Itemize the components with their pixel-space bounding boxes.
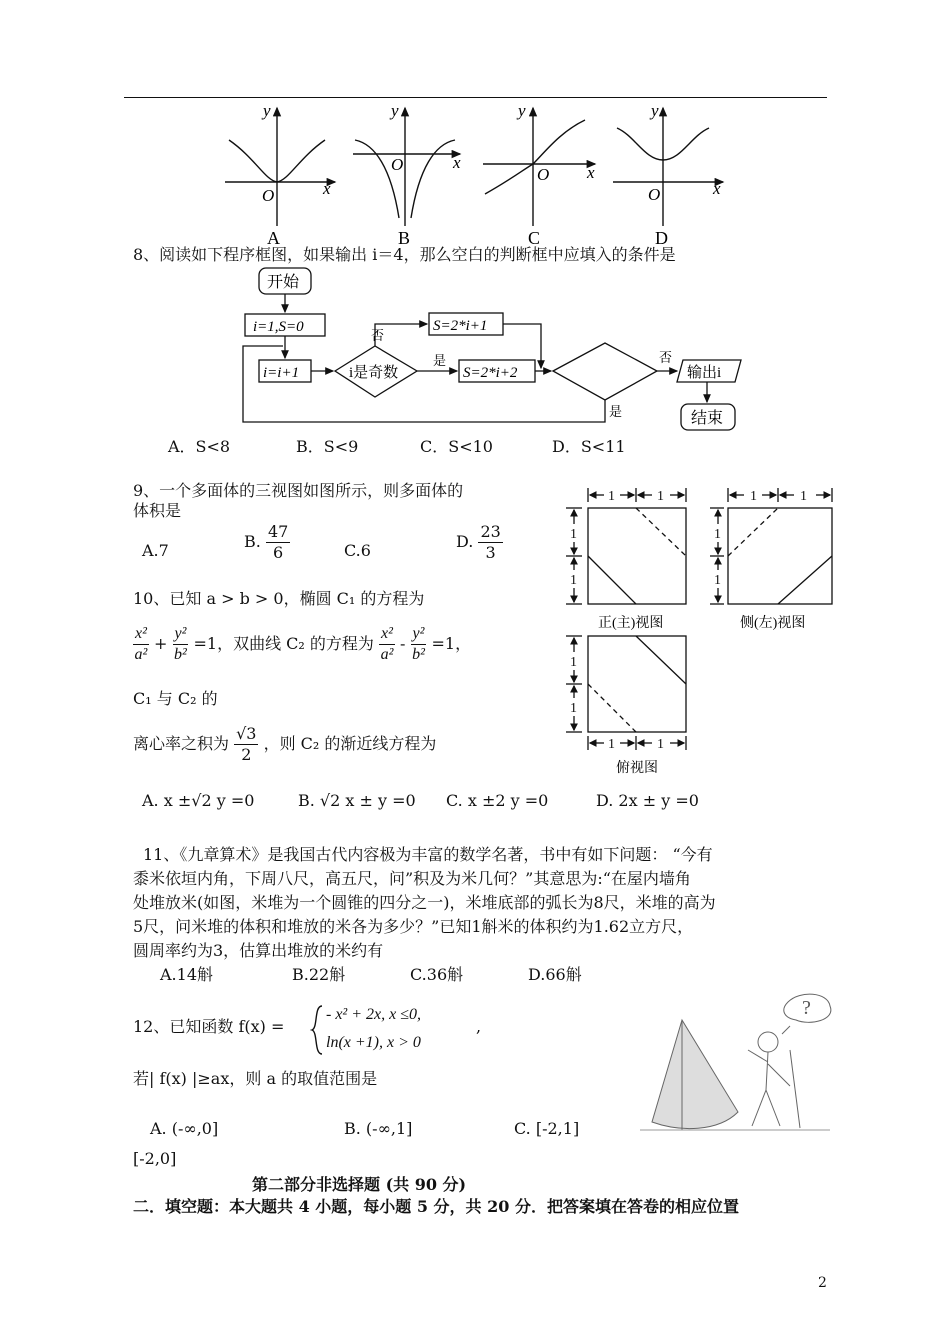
graph-d [613, 108, 723, 226]
svg-text:y: y [651, 101, 659, 120]
svg-text:?: ? [802, 997, 811, 1019]
q8-option-a: A．S<8 [168, 437, 231, 456]
function-graphs [215, 98, 735, 246]
q12-line2: 若| f(x) |≥ax，则 a 的取值范围是 [133, 1069, 378, 1088]
flow-odd: i是奇数 [349, 365, 399, 381]
q12-brace [310, 1004, 324, 1056]
q8-option-c: C．S<10 [420, 437, 493, 456]
q9-stem-line1: 9、一个多面体的三视图如图所示，则多面体的 [133, 481, 464, 500]
flowchart [235, 264, 745, 434]
q11-line5: 圆周率约为3，估算出堆放的米约有 [133, 941, 384, 960]
graph-b-label: B [398, 228, 411, 246]
part2-section: 二．填空题：本大题共 4 小题，每小题 5 分，共 20 分．把答案填在答卷的相应位置 [133, 1197, 739, 1216]
flow-yes-1: 是 [433, 353, 447, 368]
svg-text:1: 1 [714, 527, 721, 542]
q10-option-b: B. √2 x ± y =0 [298, 791, 416, 810]
graph-c-label: C [528, 228, 541, 246]
flow-inc: i=i+1 [263, 365, 300, 381]
q10-option-d: D. 2x ± y =0 [596, 791, 699, 810]
svg-text:x: x [587, 163, 595, 182]
svg-text:1: 1 [657, 489, 664, 504]
svg-text:1: 1 [570, 655, 577, 670]
top-view-label: 俯视图 [616, 761, 658, 776]
q11-line3: 处堆放米(如图，米堆为一个圆锥的四分之一)，米堆底部的弧长为8尺，米堆的高为 [133, 893, 716, 912]
q12-comma: , [476, 1017, 482, 1036]
flow-output: 输出i [687, 365, 722, 381]
svg-text:1: 1 [570, 701, 577, 716]
svg-text:1: 1 [608, 489, 615, 504]
q12-option-b: B. (-∞,1] [344, 1119, 413, 1138]
q12-option-d: [-2,0] [133, 1149, 177, 1168]
q8-option-b: B．S<9 [296, 437, 359, 456]
graph-a-origin: O [262, 186, 275, 205]
three-views-figure [560, 484, 850, 784]
svg-text:1: 1 [714, 573, 721, 588]
q9-option-b: B. $\frac{47}{6}$ [244, 522, 289, 562]
q10-line3: C₁ 与 C₂ 的 [133, 689, 218, 708]
q9-option-a: A.7 [142, 541, 169, 560]
q8-option-d: D．S<11 [552, 437, 626, 456]
flow-s-even: S=2*i+1 [433, 318, 488, 334]
flow-end: 结束 [691, 410, 724, 427]
svg-text:1: 1 [570, 573, 577, 588]
q11-option-c: C.36斛 [410, 965, 464, 984]
q10-option-c: C. x ±2 y =0 [446, 791, 549, 810]
q9-option-c: C.6 [344, 541, 371, 560]
graph-d-label: D [655, 228, 668, 246]
front-view-label: 正(主)视图 [598, 616, 664, 631]
svg-text:y: y [263, 101, 271, 120]
q10-option-a: A. x ±√2 y =0 [142, 791, 255, 810]
svg-text:y: y [518, 101, 526, 120]
svg-text:1: 1 [657, 737, 664, 752]
flow-no-1: 否 [371, 328, 385, 343]
flow-s-odd: S=2*i+2 [463, 365, 518, 381]
svg-text:x: x [323, 179, 331, 198]
graph-a [225, 108, 335, 226]
graph-b [353, 108, 460, 226]
q10-line1: 10、已知 a > b > 0，椭圆 C₁ 的方程为 [133, 589, 425, 608]
q12-stem: 12、已知函数 f(x) = [133, 1017, 285, 1036]
flow-init: i=1,S=0 [253, 319, 304, 335]
svg-text:O: O [537, 165, 550, 184]
q11-line4: 5尺，问米堆的体积和堆放的米各为多少？”已知1斛米的体积约为1.62立方尺， [133, 917, 694, 936]
svg-text:1: 1 [800, 489, 807, 504]
part2-title: 第二部分非选择题 (共 90 分) [252, 1175, 467, 1194]
flow-yes-2: 是 [609, 404, 623, 419]
q11-line2: 黍米依垣内角，下周八尺，高五尺，问”积及为米几何？”其意思为:“在屋内墙角 [133, 869, 691, 888]
q12-option-c: C. [-2,1] [514, 1119, 580, 1138]
side-view-label: 侧(左)视图 [740, 616, 806, 631]
q9-stem-line2: 体积是 [133, 501, 182, 520]
q10-line2: $\frac{\text{x²}}{\text{a²}}$ + $\frac{\text{y²}}{\text{b²}}$ =1，双曲线 C₂ 的方程为 $\frac{\text{x²}}{\text{a²}}$ - $\frac{\text{y²}}{\text{b²}}$ =1， [134, 625, 472, 663]
svg-text:y: y [391, 101, 399, 120]
q12-case2: ln(x +1), x > 0 [326, 1034, 421, 1051]
svg-text:1: 1 [608, 737, 615, 752]
svg-text:1: 1 [750, 489, 757, 504]
flow-start: 开始 [267, 274, 300, 291]
q10-line4: 离心率之积为 $\frac{√3}{2}$ ，则 C₂ 的渐近线方程为 [133, 724, 437, 764]
q12-option-a: A. (-∞,0] [150, 1119, 219, 1138]
svg-text:1: 1 [570, 527, 577, 542]
q12-case1: - x² + 2x, x ≤0, [326, 1006, 422, 1023]
flow-no-2: 否 [659, 350, 673, 365]
q11-option-d: D.66斛 [528, 965, 582, 984]
q9-option-d: D. $\frac{23}{3}$ [456, 522, 501, 562]
rice-pile-illustration [640, 990, 840, 1140]
svg-text:x: x [713, 179, 721, 198]
q11-option-a: A.14斛 [160, 965, 214, 984]
svg-text:O: O [648, 185, 661, 204]
page-number: 2 [818, 1275, 827, 1291]
svg-text:x: x [453, 153, 461, 172]
svg-text:O: O [391, 155, 404, 174]
q8-stem: 8、阅读如下程序框图，如果输出 i＝4，那么空白的判断框中应填入的条件是 [133, 245, 676, 264]
q11-line1: 11、《九章算术》是我国古代内容极为丰富的数学名著，书中有如下问题： “今有 [143, 845, 713, 864]
q11-option-b: B.22斛 [292, 965, 346, 984]
graph-a-label: A [267, 228, 280, 246]
